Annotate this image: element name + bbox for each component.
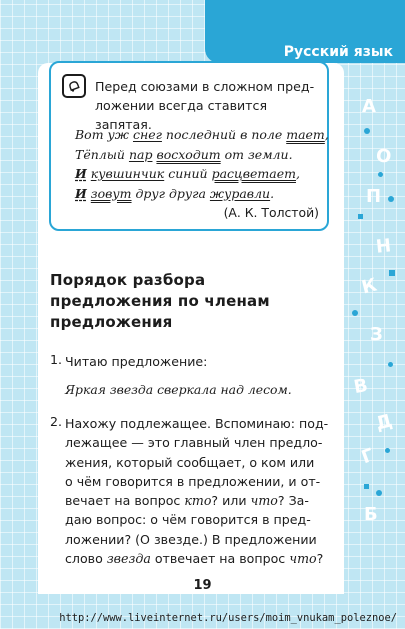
step-number: 1.: [50, 352, 63, 367]
bell-icon: [62, 74, 86, 98]
decor-dot: [364, 128, 370, 134]
decor-dot: [378, 172, 383, 177]
decor-dot: [352, 310, 358, 316]
poem-line-1: Вот уж снег последний в поле тает,: [75, 127, 329, 142]
rule-line: ложении всегда ставится запятая.: [95, 98, 268, 132]
side-letter: А: [362, 96, 376, 117]
side-letter: З: [370, 324, 383, 345]
side-letter: Г: [358, 444, 377, 469]
predicate-word: зовут: [90, 185, 132, 201]
side-letter: Б: [364, 504, 378, 525]
decor-square: [364, 484, 369, 489]
side-letter: Д: [373, 410, 395, 435]
subject-word: журавли: [209, 185, 271, 201]
header-tab: [205, 0, 405, 63]
step-text: Нахожу подлежащее. Вспоминаю: под- лежащее — это главный член предло- жения, который сообщает, о ком или о чём говорится в предложении, и от- вечает на вопрос кто? или что? За- даю вопрос: о чём говорится в пред- ложении? (О звезде.) В предложении слово звезда отвечает на вопрос что?: [65, 416, 329, 567]
poem-line-4: И зовут друг друга журавли.: [75, 185, 275, 201]
decor-square: [389, 270, 395, 276]
decor-dot: [388, 362, 393, 367]
decor-square: [358, 214, 363, 219]
step-example: Яркая звезда сверкала над лесом.: [65, 382, 292, 397]
side-letter: К: [359, 274, 380, 299]
poem-line-2: Тёплый пар восходит от земли.: [75, 146, 293, 162]
predicate-word: восходит: [156, 146, 221, 162]
side-letter: В: [352, 374, 370, 399]
side-letter: Н: [374, 235, 393, 258]
step-number: 2.: [50, 414, 63, 429]
conjunction-word: И: [75, 185, 87, 201]
decor-dot: [388, 196, 394, 202]
section-title: Порядок разбора предложения по членам предложения: [50, 271, 270, 331]
side-letter: О: [374, 145, 393, 168]
poem-author: (А. К. Толстой): [223, 205, 319, 220]
predicate-word: тает: [286, 127, 325, 142]
subject-title: Русский язык: [283, 44, 393, 60]
decor-dot: [385, 448, 390, 453]
rule-line: Перед союзами в сложном пред-: [95, 79, 315, 94]
subject-word: снег: [132, 127, 162, 142]
side-letter: П: [366, 186, 382, 207]
page-number: 19: [193, 578, 212, 593]
poem-example: [75, 125, 329, 203]
rule-box: [49, 61, 329, 231]
source-url[interactable]: http://www.liveinternet.ru/users/moim_vnukam_poleznoe/: [59, 612, 397, 624]
subject-word: пар: [128, 146, 153, 162]
step-text: Читаю предложение:: [65, 354, 208, 369]
conjunction-word: И: [75, 166, 87, 181]
poem-line-3: И кувшинчик синий расцветает,: [75, 166, 300, 181]
decor-dot: [376, 490, 382, 496]
subject-word: кувшинчик: [90, 166, 165, 181]
predicate-word: расцветает: [211, 166, 296, 181]
